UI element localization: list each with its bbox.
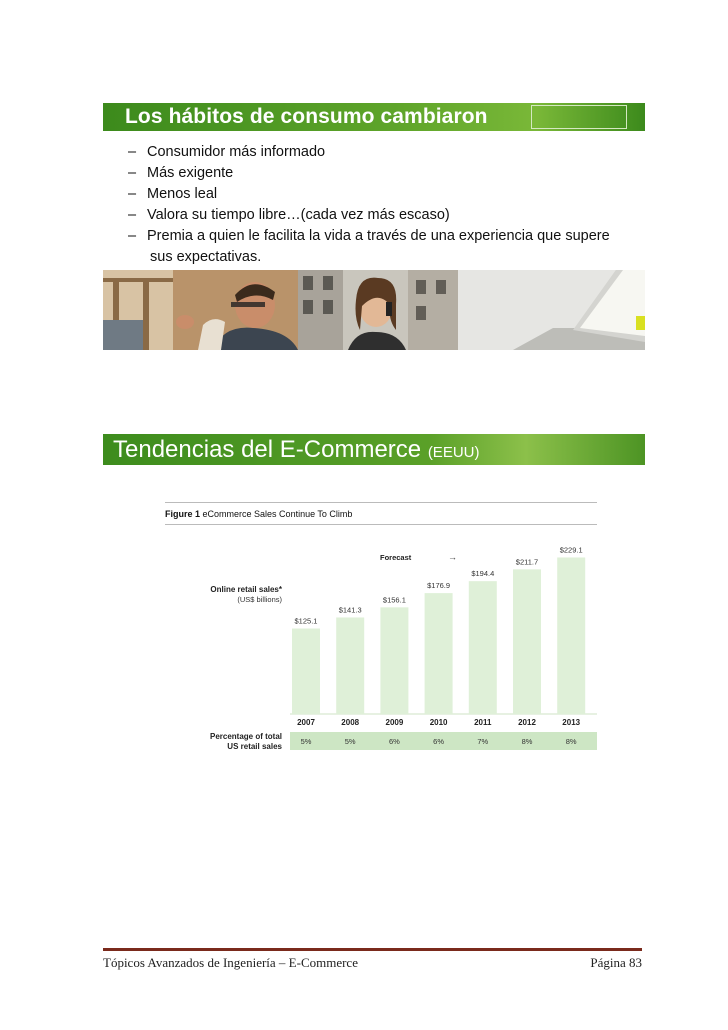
footer-page-number: Página 83 [590, 955, 642, 970]
bullet-item: – Menos leal [128, 186, 218, 202]
footer-rule [103, 948, 642, 951]
bullet-item: – Consumidor más informado [128, 144, 326, 160]
bullet-item: – Más exigente [128, 165, 234, 181]
pct-label-line2: US retail sales [227, 742, 282, 751]
bar [380, 607, 408, 714]
x-tick-label: 2010 [429, 718, 448, 727]
x-tick-label: 2008 [341, 718, 360, 727]
bar [292, 629, 320, 714]
section2-title: Tendencias del E-Commerce (EEUU) [113, 436, 480, 463]
bar-value-label: $194.4 [471, 569, 495, 579]
photo-man-phone [103, 270, 298, 350]
bar-value-label: $229.1 [559, 545, 583, 555]
pct-value: 6% [433, 737, 445, 746]
section1-banner [103, 103, 645, 131]
bar-value-label: $125.1 [294, 616, 318, 626]
bar-value-label: $141.3 [338, 605, 362, 615]
pct-value: 7% [477, 737, 489, 746]
bar-value-label: $211.7 [515, 557, 539, 567]
chart-title: Figure 1 eCommerce Sales Continue To Climb [165, 509, 353, 519]
x-tick-label: 2011 [474, 718, 492, 727]
forecast-arrow: → [448, 552, 457, 562]
section1-title: Los hábitos de consumo cambiaron [125, 105, 488, 128]
section2-title-suffix: (EEUU) [427, 444, 480, 461]
ecommerce-chart [165, 502, 597, 757]
bar [469, 581, 497, 714]
pct-value: 8% [565, 737, 577, 746]
x-tick-label: 2007 [297, 718, 315, 727]
bar [336, 617, 364, 714]
photo-laptop [458, 270, 645, 350]
bar-value-label: $156.1 [382, 595, 406, 605]
bar-value-label: $176.9 [427, 581, 451, 591]
pct-value: 5% [344, 737, 356, 746]
x-tick-label: 2012 [518, 718, 536, 727]
chart-svg [165, 502, 597, 757]
bullet-list [128, 142, 647, 268]
bar [425, 593, 453, 714]
pct-value: 8% [521, 737, 533, 746]
bar [557, 557, 585, 714]
chart-y-label: Online retail sales* [210, 585, 282, 594]
pct-value: 5% [300, 737, 312, 746]
footer-document-title: Tópicos Avanzados de Ingeniería – E-Commerce [103, 955, 358, 970]
chart-y-units: (US$ billions) [237, 595, 282, 604]
bar [513, 569, 541, 714]
bullet-item: – Valora su tiempo libre…(cada vez más escaso) [128, 207, 450, 223]
bullet-item: – Premia a quien le facilita la vida a través de una experiencia que supere sus expectativas. [128, 228, 610, 265]
x-tick-label: 2009 [385, 718, 404, 727]
pct-value: 6% [388, 737, 400, 746]
banner-decor-box [531, 105, 627, 129]
section2-banner [103, 434, 645, 465]
forecast-label: Forecast [380, 553, 412, 562]
x-tick-label: 2013 [562, 718, 581, 727]
photo-woman-phone [298, 270, 458, 350]
pct-label-line1: Percentage of total [209, 732, 282, 741]
photo-strip [103, 270, 645, 350]
